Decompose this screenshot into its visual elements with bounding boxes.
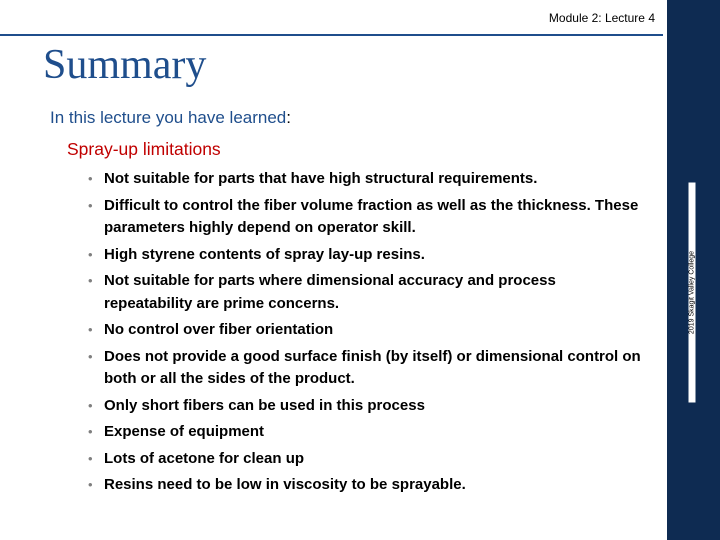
bullet-icon: • — [88, 322, 93, 337]
bullet-text: Expense of equipment — [104, 423, 265, 440]
list-item — [88, 168, 648, 191]
bullet-text: No control over fiber orientation — [104, 321, 334, 338]
lead-text — [50, 108, 291, 128]
bullet-icon: • — [88, 246, 93, 262]
bullet-icon: • — [88, 273, 93, 288]
bullet-text: Difficult to control the fiber volume fraction as well as the thickness. These parameters highly depend on operator skill. — [104, 196, 639, 236]
list-item — [88, 421, 648, 444]
section-heading: Spray-up limitations — [67, 139, 221, 159]
bullet-text: Not suitable for parts where dimensional accuracy and process repeatability are prime concerns. — [104, 272, 556, 312]
bullet-text: Resins need to be low in viscosity to be sprayable. — [104, 476, 466, 493]
bullet-icon: • — [88, 477, 93, 492]
list-item — [88, 270, 648, 315]
bullet-list — [88, 168, 648, 501]
list-item — [88, 474, 648, 497]
bullet-icon: • — [88, 348, 93, 364]
bullet-text: Not suitable for parts that have high structural requirements. — [104, 170, 538, 187]
bullet-text: Does not provide a good surface finish (by itself) or dimensional control on both or all the sides of the product. — [104, 347, 641, 387]
list-item — [88, 346, 648, 391]
list-item — [88, 395, 648, 418]
bullet-icon: • — [88, 197, 93, 213]
lead-label: In this lecture you have learned — [50, 108, 287, 127]
bullet-icon: • — [88, 424, 93, 439]
side-credit: 2019 Skagit Valley College — [689, 183, 696, 403]
list-item — [88, 448, 648, 471]
bullet-text: Lots of acetone for clean up — [104, 449, 305, 467]
bullet-text: High styrene contents of spray lay-up resins. — [104, 245, 425, 263]
bullet-icon: • — [88, 171, 93, 186]
list-item — [88, 319, 648, 342]
right-divider — [664, 0, 666, 540]
lead-colon: : — [286, 108, 291, 127]
bullet-text: Only short fibers can be used in this process — [104, 396, 425, 414]
slide-title: Summary — [43, 42, 207, 88]
header-bar — [0, 0, 663, 36]
list-item — [88, 244, 648, 267]
list-item — [88, 195, 648, 240]
bullet-icon: • — [88, 397, 93, 413]
bullet-icon: • — [88, 450, 93, 466]
module-label: Module 2: Lecture 4 — [548, 11, 655, 25]
